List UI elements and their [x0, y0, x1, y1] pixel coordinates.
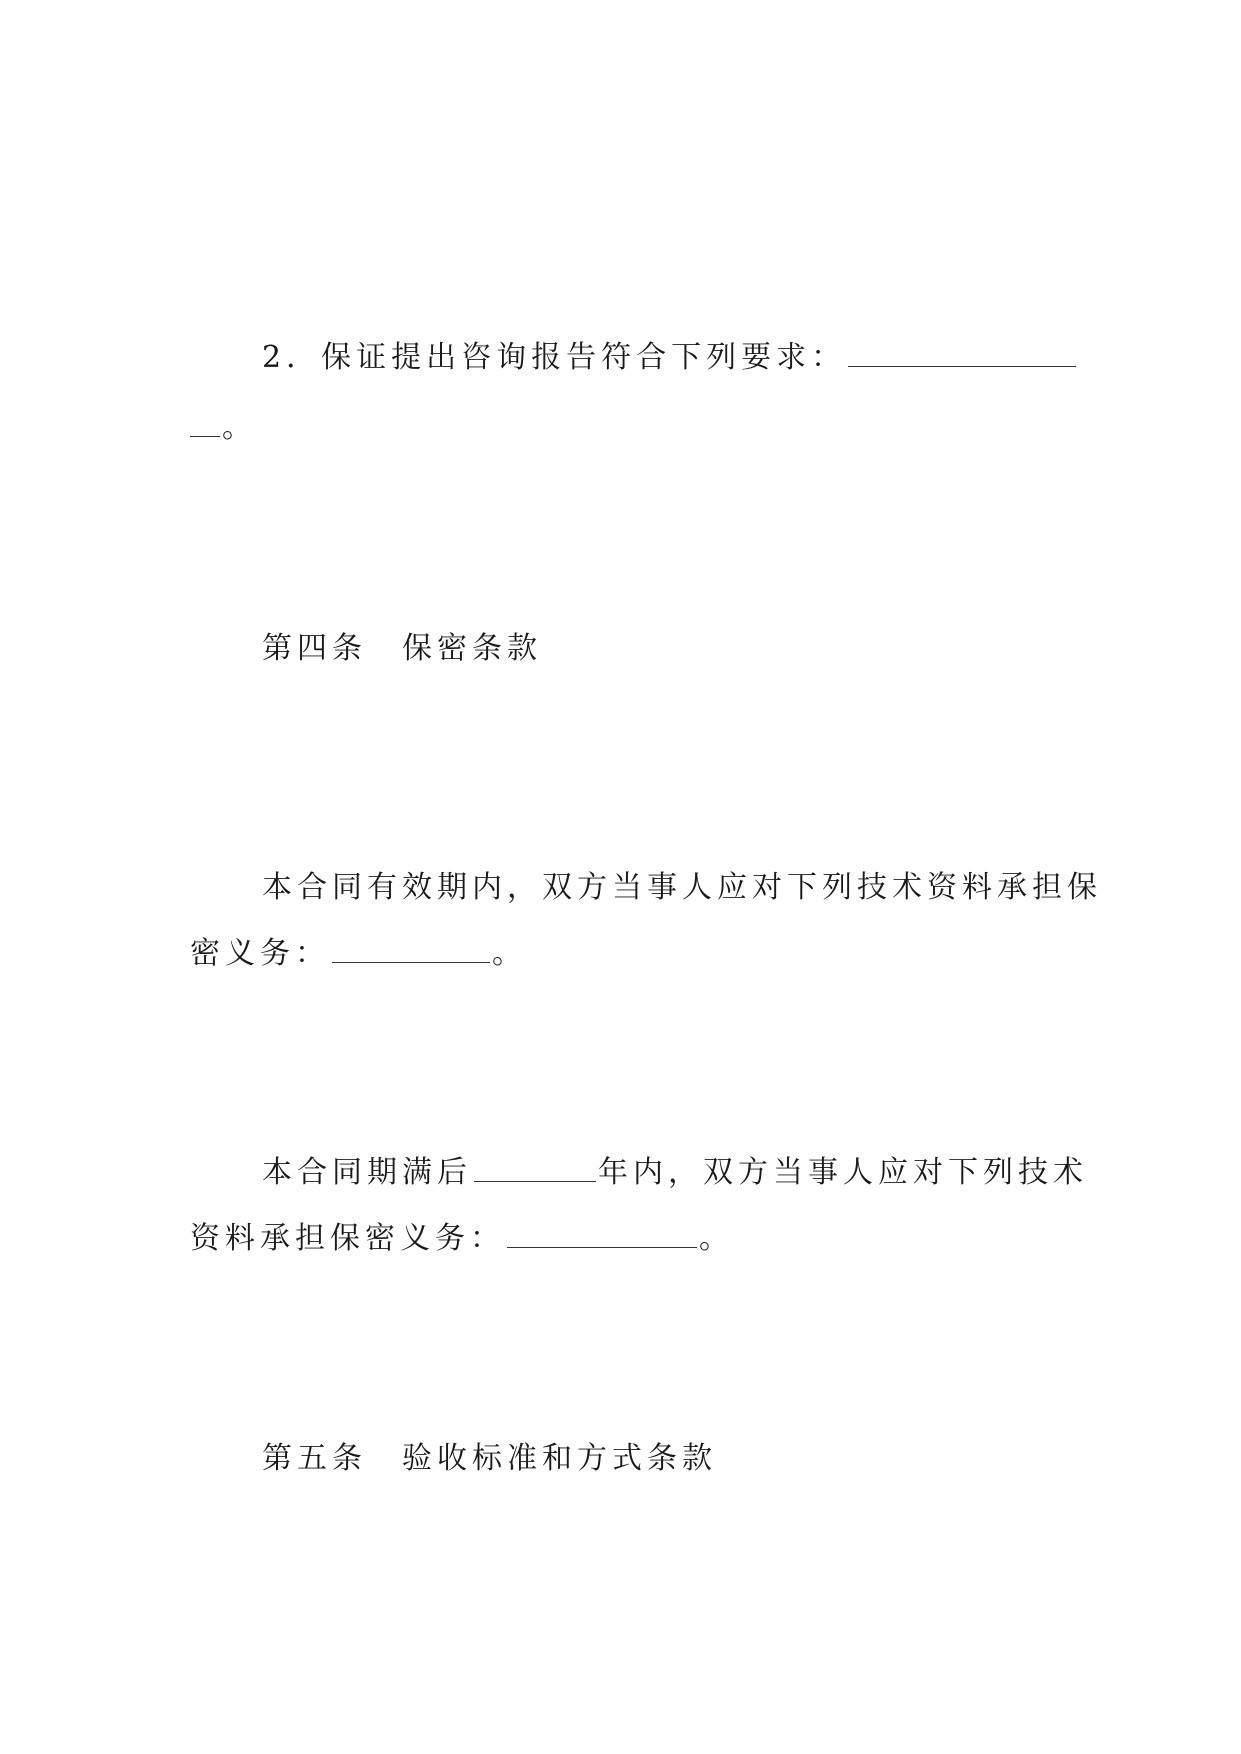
confidentiality-text: 密义务：	[190, 936, 330, 971]
years-blank[interactable]	[474, 1157, 596, 1182]
confidentiality-line-2	[190, 936, 527, 972]
post-term-text: 本合同期满后	[262, 1155, 472, 1190]
requirement-text: 2．保证提出咨询报告符合下列要求：	[262, 340, 847, 375]
confidentiality-line-1: 本合同有效期内，双方当事人应对下列技术资料承担保	[262, 870, 1102, 905]
post-term-line-1	[262, 1155, 1088, 1191]
post-term-rest: 年内，双方当事人应对下列技术	[598, 1155, 1088, 1190]
requirement-line-1	[262, 340, 1078, 376]
requirement-line-2	[190, 410, 257, 446]
requirement-blank[interactable]	[848, 342, 1076, 367]
confidentiality-blank[interactable]	[332, 938, 490, 963]
post-term-line-2	[190, 1221, 734, 1257]
post-term-end: 。	[699, 1221, 734, 1256]
confidentiality-end: 。	[492, 936, 527, 971]
article-5-heading: 第五条 验收标准和方式条款	[262, 1441, 717, 1476]
requirement-blank-continued[interactable]	[190, 412, 220, 437]
post-term-blank[interactable]	[507, 1223, 697, 1248]
post-term-text-2: 资料承担保密义务：	[190, 1221, 505, 1256]
requirement-end: 。	[222, 410, 257, 445]
article-4-heading: 第四条 保密条款	[262, 631, 542, 666]
